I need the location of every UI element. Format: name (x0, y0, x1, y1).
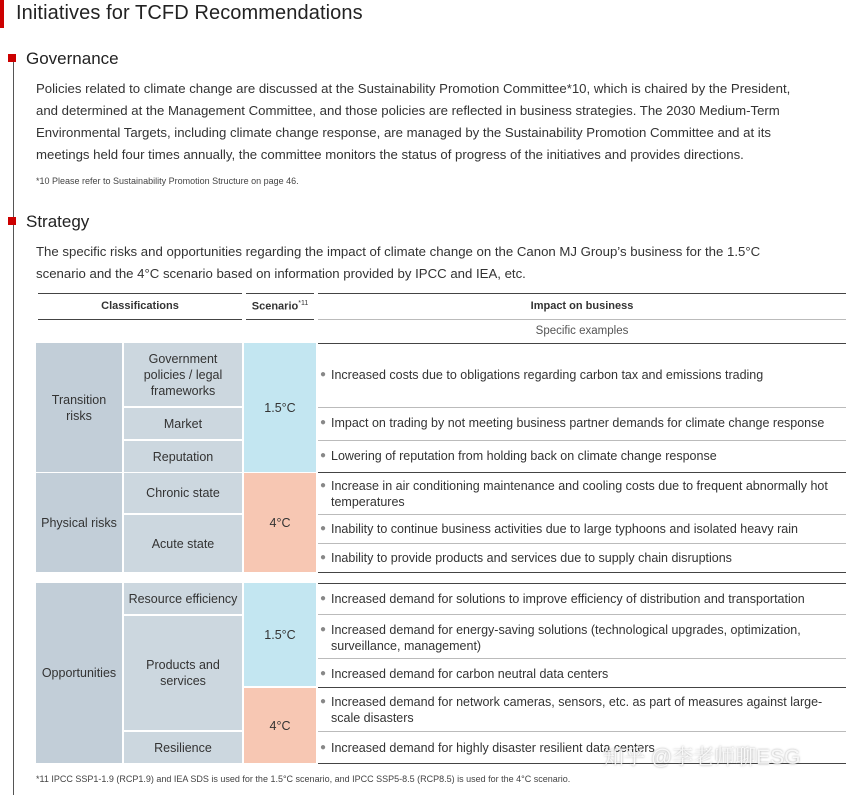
bullet-icon: ● (320, 450, 327, 461)
impact-text: Increased costs due to obligations regarding carbon tax and emissions trading (331, 368, 764, 382)
header-top-rule (246, 293, 314, 294)
header-bottom-rule (318, 319, 846, 320)
row-divider (318, 658, 846, 659)
watermark: 知乎 @李老师聊ESG (603, 746, 801, 769)
subcategory-market: Market (124, 408, 242, 439)
bullet-icon: ● (320, 523, 327, 534)
governance-footnote: *10 Please refer to Sustainability Promotion Structure on page 46. (36, 176, 299, 186)
impact-item (320, 478, 846, 510)
governance-line: meetings held four times annually, the committee monitors the status of progress of the initiatives and provides directions. (36, 147, 744, 162)
strategy-heading: Strategy (26, 212, 90, 231)
scenario-1-5c: 1.5°C (244, 343, 316, 472)
row-divider (318, 440, 846, 441)
group-divider (318, 687, 846, 688)
bullet-icon: ● (320, 417, 327, 428)
header-bottom-rule (246, 319, 314, 320)
row-divider (318, 614, 846, 615)
subcategory-reputation: Reputation (124, 441, 242, 472)
impact-item (320, 591, 846, 607)
subcategory-resilience: Resilience (124, 732, 242, 763)
header-specific-rule (318, 343, 846, 344)
strategy-marker (8, 217, 16, 225)
row-divider (318, 731, 846, 732)
governance-line: Environmental Targets, including climate change response, are managed by the Sustainability Promotion Committee and at its (36, 125, 771, 140)
header-scenario-note: *11 (298, 300, 309, 307)
bullet-icon: ● (320, 369, 327, 380)
strategy-line: scenario and the 4°C scenario based on information provided by IPCC and IEA, etc. (36, 266, 526, 281)
section-rule (13, 58, 14, 795)
header-specific-examples: Specific examples (535, 325, 629, 337)
header-top-rule (318, 293, 846, 294)
bullet-icon: ● (320, 624, 327, 635)
subcategory-policy: Government policies / legal frameworks (124, 343, 242, 406)
row-divider (318, 407, 846, 408)
row-divider (318, 514, 846, 515)
row-divider (318, 543, 846, 544)
subcategory-products: Products and services (124, 616, 242, 730)
group-divider (318, 583, 846, 584)
impact-item (320, 521, 846, 537)
header-scenario-label: Scenario (251, 300, 299, 313)
impact-item (320, 448, 846, 464)
group-divider (318, 572, 846, 573)
bullet-icon: ● (320, 696, 327, 707)
scenario-4c: 4°C (244, 688, 316, 763)
impact-item (320, 415, 846, 431)
header-classifications: Classifications (101, 300, 179, 312)
governance-heading: Governance (26, 49, 119, 68)
impact-text: Inability to provide products and services due to supply chain disruptions (331, 551, 732, 565)
governance-marker (8, 54, 16, 62)
header-bottom-rule (38, 319, 242, 320)
scenario-1-5c: 1.5°C (244, 583, 316, 686)
strategy-paragraph (36, 241, 760, 285)
header-top-rule (38, 293, 242, 294)
bullet-icon: ● (320, 742, 327, 753)
subcategory-resource: Resource efficiency (124, 583, 242, 614)
subcategory-chronic: Chronic state (124, 473, 242, 513)
impact-text: Impact on trading by not meeting business partner demands for climate change response (331, 416, 825, 430)
bullet-icon: ● (320, 593, 327, 604)
impact-text: Increased demand for solutions to improve efficiency of distribution and transportation (331, 592, 805, 606)
page-title: Initiatives for TCFD Recommendations (16, 2, 363, 24)
impact-text: Increase in air conditioning maintenance and cooling costs due to frequent abnormally hot temperatures (331, 479, 828, 509)
impact-item (320, 367, 846, 383)
impact-text: Increased demand for network cameras, sensors, etc. as part of measures against large-scale disasters (331, 695, 823, 725)
impact-item (320, 622, 846, 654)
category-opportunities: Opportunities (36, 583, 122, 763)
category-physical-risks: Physical risks (36, 473, 122, 572)
impact-item (320, 694, 846, 726)
governance-paragraph (36, 78, 790, 166)
header-impact: Impact on business (530, 300, 634, 312)
subcategory-acute: Acute state (124, 515, 242, 572)
bullet-icon: ● (320, 480, 327, 491)
impact-text: Increased demand for energy-saving solutions (technological upgrades, optimization, surveillance, management) (331, 623, 801, 653)
impact-text: Increased demand for highly disaster resilient data centers (331, 741, 655, 755)
header-scenario (246, 300, 314, 313)
impact-text: Increased demand for carbon neutral data centers (331, 667, 609, 681)
impact-item (320, 550, 846, 566)
table-footnote: *11 IPCC SSP1-1.9 (RCP1.9) and IEA SDS is used for the 1.5°C scenario, and IPCC SSP5-8.5 (RCP8.5) is used for the 4°C scenario. (36, 774, 571, 784)
bullet-icon: ● (320, 552, 327, 563)
governance-line: Policies related to climate change are discussed at the Sustainability Promotion Committee*10, which is chaired by the President, (36, 81, 791, 96)
strategy-line: The specific risks and opportunities regarding the impact of climate change on the Canon MJ Group’s business for the 1.5°C (36, 244, 761, 259)
group-divider (318, 472, 846, 473)
impact-text: Lowering of reputation from holding back on climate change response (331, 449, 717, 463)
impact-item (320, 666, 846, 682)
bullet-icon: ● (320, 668, 327, 679)
category-transition-risks: Transition risks (36, 343, 122, 472)
impact-text: Inability to continue business activities due to large typhoons and isolated heavy rain (331, 522, 798, 536)
governance-line: and determined at the Management Committee, and those policies are reflected in business strategies. The 2030 Medium-Term (36, 103, 780, 118)
title-accent-bar (0, 0, 4, 28)
scenario-4c: 4°C (244, 473, 316, 572)
